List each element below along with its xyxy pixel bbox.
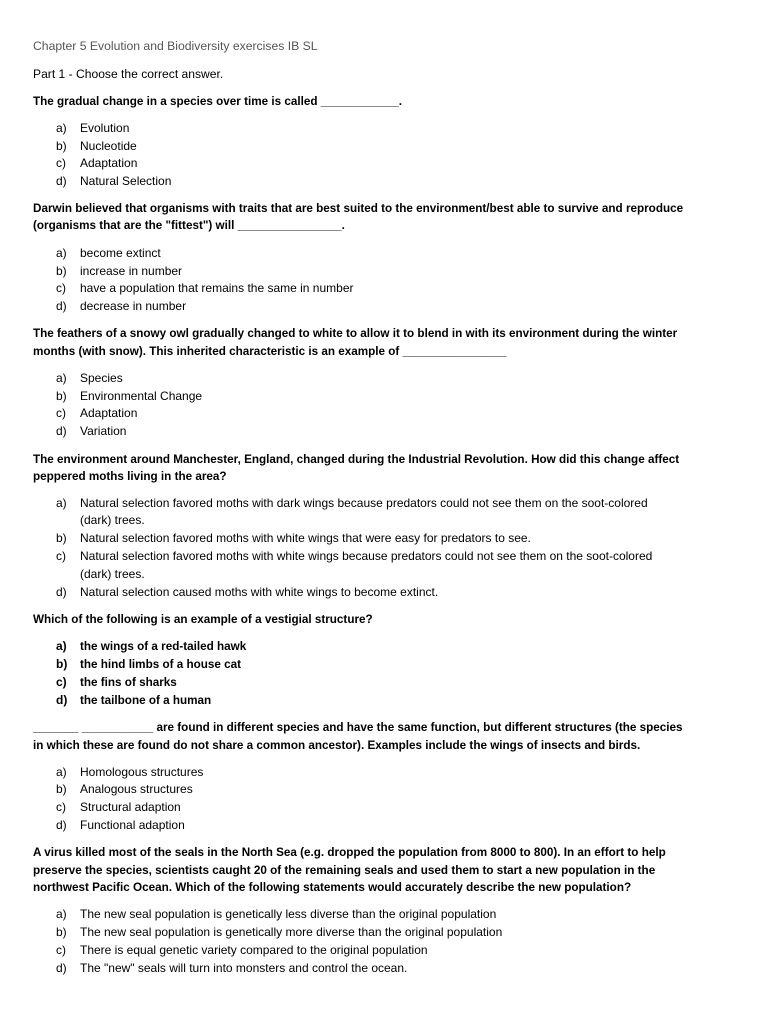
q5-option-d-letter: d) xyxy=(56,693,68,707)
question-2-line-1: Darwin believed that organisms with traits that are best suited to the environment/best able to survive and reproduce xyxy=(33,202,684,215)
q4-option-b: Natural selection favored moths with white wings that were easy for predators to see. xyxy=(80,531,531,545)
q2-option-b-letter: b) xyxy=(56,264,67,278)
q1-option-a: Evolution xyxy=(80,121,130,135)
question-2-line-2: (organisms that are the "fittest") will ________________. xyxy=(33,219,345,232)
question-6-line-1: _______ ___________ are found in different species and have the same function, but different structures (the species xyxy=(33,721,683,734)
question-4-line-2: peppered moths living in the area? xyxy=(33,470,227,483)
q4-option-c: Natural selection favored moths with white wings because predators could not see them on the soot-colored xyxy=(80,549,653,563)
q4-option-a-continuation: (dark) trees. xyxy=(80,513,145,527)
q7-option-c-letter: c) xyxy=(56,943,66,957)
q6-option-a-letter: a) xyxy=(56,765,67,779)
q3-option-d: Variation xyxy=(80,424,127,438)
q3-option-b: Environmental Change xyxy=(80,389,203,403)
q7-option-a-letter: a) xyxy=(56,907,67,921)
question-7-line-1: A virus killed most of the seals in the North Sea (e.g. dropped the population from 8000 to 800). In an effort to help xyxy=(33,846,666,859)
q2-option-a: become extinct xyxy=(80,246,161,260)
q7-option-a: The new seal population is genetically less diverse than the original population xyxy=(80,907,497,921)
q2-option-a-letter: a) xyxy=(56,246,67,260)
q5-option-a: the wings of a red-tailed hawk xyxy=(80,640,247,653)
q1-option-d-letter: d) xyxy=(56,174,67,188)
q5-option-a-letter: a) xyxy=(56,639,67,653)
q6-option-d: Functional adaption xyxy=(80,818,185,832)
q1-option-d: Natural Selection xyxy=(80,174,172,188)
q6-option-d-letter: d) xyxy=(56,818,67,832)
q2-option-b: increase in number xyxy=(80,264,183,278)
q4-option-d-letter: d) xyxy=(56,585,67,599)
question-3-line-1: The feathers of a snowy owl gradually changed to white to allow it to blend in with its environment during the winter xyxy=(33,327,678,340)
question-5: Which of the following is an example of a vestigial structure? xyxy=(33,613,373,626)
q4-option-c-letter: c) xyxy=(56,549,66,563)
q5-option-c: the fins of sharks xyxy=(80,676,177,689)
q7-option-d-letter: d) xyxy=(56,961,67,975)
question-7-line-3: northwest Pacific Ocean. Which of the following statements would accurately describe the new population? xyxy=(33,881,632,894)
q3-option-c: Adaptation xyxy=(80,406,138,420)
q2-option-d-letter: d) xyxy=(56,299,67,313)
q1-option-a-letter: a) xyxy=(56,121,67,135)
question-3-line-2: months (with snow). This inherited characteristic is an example of ________________ xyxy=(33,345,507,358)
question-7-line-2: preserve the species, scientists caught 20 of the remaining seals and used them to start a new population in the xyxy=(33,864,656,877)
q5-option-b-letter: b) xyxy=(56,657,68,671)
q7-option-b: The new seal population is genetically more diverse than the original population xyxy=(80,925,503,939)
q4-option-d: Natural selection caused moths with white wings to become extinct. xyxy=(80,585,439,599)
q1-option-b: Nucleotide xyxy=(80,139,137,153)
q2-option-c: have a population that remains the same in number xyxy=(80,281,354,295)
question-1: The gradual change in a species over time is called ____________. xyxy=(33,95,403,108)
q7-option-d: The "new" seals will turn into monsters and control the ocean. xyxy=(80,961,408,975)
q6-option-c: Structural adaption xyxy=(80,800,181,814)
q4-option-a-letter: a) xyxy=(56,496,67,510)
q6-option-b-letter: b) xyxy=(56,782,67,796)
q6-option-c-letter: c) xyxy=(56,800,66,814)
q4-option-b-letter: b) xyxy=(56,531,67,545)
question-6-line-2: in which these are found do not share a common ancestor). Examples include the wings of insects and birds. xyxy=(33,739,641,752)
q3-option-a: Species xyxy=(80,371,123,385)
q6-option-b: Analogous structures xyxy=(80,782,193,796)
q3-option-a-letter: a) xyxy=(56,371,67,385)
q3-option-c-letter: c) xyxy=(56,406,66,420)
document-header: Chapter 5 Evolution and Biodiversity exercises IB SL xyxy=(33,39,318,53)
q7-option-c: There is equal genetic variety compared to the original population xyxy=(80,943,428,957)
q5-option-c-letter: c) xyxy=(56,675,67,689)
question-4-line-1: The environment around Manchester, England, changed during the Industrial Revolution. How did this change affect xyxy=(33,453,680,466)
q4-option-a: Natural selection favored moths with dark wings because predators could not see them on the soot-colored xyxy=(80,496,648,510)
q1-option-c-letter: c) xyxy=(56,156,66,170)
q5-option-d: the tailbone of a human xyxy=(80,694,212,707)
q5-option-b: the hind limbs of a house cat xyxy=(80,658,242,671)
q7-option-b-letter: b) xyxy=(56,925,67,939)
part-instructions: Part 1 - Choose the correct answer. xyxy=(33,67,224,81)
q6-option-a: Homologous structures xyxy=(80,765,204,779)
q2-option-d: decrease in number xyxy=(80,299,187,313)
q1-option-b-letter: b) xyxy=(56,139,67,153)
q1-option-c: Adaptation xyxy=(80,156,138,170)
q3-option-d-letter: d) xyxy=(56,424,67,438)
q2-option-c-letter: c) xyxy=(56,281,66,295)
q3-option-b-letter: b) xyxy=(56,389,67,403)
q4-option-c-continuation: (dark) trees. xyxy=(80,567,145,581)
